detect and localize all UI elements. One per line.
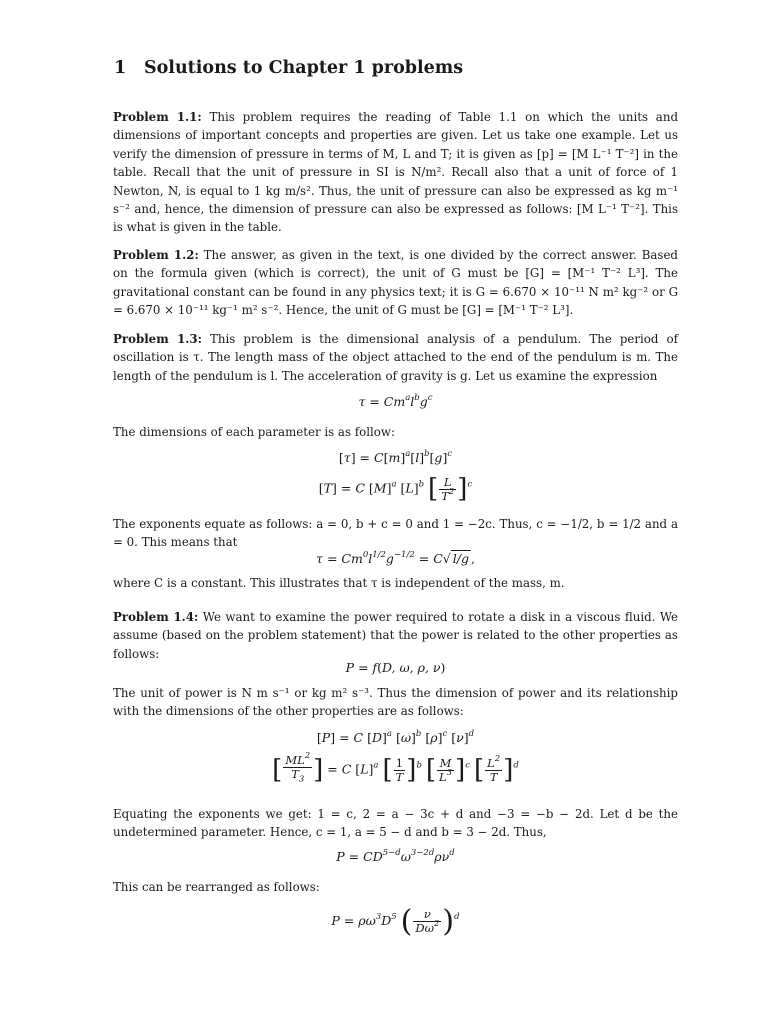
problem-text: This problem requires the reading of Table 1.1 on which the units and dimensions of important concepts and properties are given. Let us take one example. Let us verify the dimension of pressure in terms of M, L and T; it is given as [p] = [M L⁻¹ T⁻²] in the table. Recall that the unit of pressure in SI is N/m². Recall also that a unit of force of 1 Newton, N, is equal to 1 kg m/s². Thus, the unit of pressure can also be expressed as kg m⁻¹ s⁻² and, hence, the dimension of pressure can also be expressed as follows: [M L⁻¹ T⁻²]. This is what is given in the table. bbox=[113, 110, 678, 235]
problem-text: We want to examine the power required to rotate a disk in a viscous fluid. We assume (based on the problem statement) that the power is related to the other properties as follows: bbox=[113, 610, 678, 661]
exponents-text: The exponents equate as follows: a = 0, b + c = 0 and 1 = −2c. Thus, c = −1/2, b = 1/2 and a = 0. This means that bbox=[113, 517, 678, 550]
equate-text: Equating the exponents we get: 1 = c, 2 = a − 3c + d and −3 = −b − 2d. Let d be the undetermined parameter. Hence, c = 1, a = 5 − d and b = 3 − 2d. Thus, bbox=[113, 807, 678, 840]
problem-1-2 bbox=[113, 246, 678, 320]
equation-result: $\tau = Cm^0l^{1/2}g^{-1/2} = C√$ l/g , bbox=[316, 550, 475, 566]
where-text: where C is a constant. This illustrates that τ is independent of the mass, m. bbox=[113, 576, 565, 590]
equation-dims: $[\tau] = C[m]^a[l]^b[g]^c$ bbox=[338, 449, 453, 465]
problem-label: Problem 1.2: bbox=[113, 248, 199, 262]
dimensions-text: The dimensions of each parameter is as follow: bbox=[113, 425, 395, 439]
equation-dims-mlt: [T] = C $[M]^a$ $[L]^b$ [ $\frac{L}{T^2}$ ]$^c$ bbox=[318, 474, 473, 504]
problem-label: Problem 1.4: bbox=[113, 610, 199, 624]
problem-label: Problem 1.3: bbox=[113, 332, 202, 346]
problem-1-4 bbox=[113, 608, 678, 663]
equation-power-final: $P = \rho\omega^3D^5$ ( $\frac{\nu}{D\omega^2}$ )$^d$ bbox=[331, 904, 460, 939]
equation-power-dims: [P] = C $[D]^a$ $[\omega]^b$ $[\rho]^c$ $[\nu]^d$ bbox=[316, 729, 475, 745]
equation-tau: $\tau = Cm^al^bg^c$ bbox=[358, 393, 433, 409]
unit-text: The unit of power is N m s⁻¹ or kg m² s⁻³. Thus the dimension of power and its relationship with the dimensions of the other properties are as follows: bbox=[113, 686, 678, 719]
section-title: Solutions to Chapter 1 problems bbox=[144, 58, 464, 78]
equation-power-result: $P = CD^{5-d}\omega^{3-2d}\rho\nu^d$ bbox=[336, 848, 455, 864]
problem-text: The answer, as given in the text, is one divided by the correct answer. Based on the formula given (which is correct), the unit of G must be [G] = [M⁻¹ T⁻² L³]. The gravitational constant can be found in any physics text; it is G = 6.670 × 10⁻¹¹ N m² kg⁻² or G = 6.670 × 10⁻¹¹ kg⁻¹ m² s⁻². Hence, the unit of G must be [G] = [M⁻¹ T⁻² L³]. bbox=[113, 248, 678, 318]
problem-1-1 bbox=[113, 108, 678, 237]
equation-power-mlt: [ $\frac{ML^2}{T_3}$ ] = C $[L]^a$ [ $\frac{1}{T}$ ]$^b$ [ $\frac{M}{L^3}$ ]$^c$ [ $\frac{L^2}{T}$ ]$^d$ bbox=[272, 751, 519, 786]
problem-label: Problem 1.1: bbox=[113, 110, 202, 124]
equation-power: P = f(D, ω, ρ, ν) bbox=[345, 660, 446, 675]
rearrange-text: This can be rearranged as follows: bbox=[113, 880, 320, 894]
section-heading bbox=[114, 58, 463, 78]
problem-text: This problem is the dimensional analysis of a pendulum. The period of oscillation is τ. The length mass of the object attached to the end of the pendulum is m. The length of the pendulum is l. The acceleration of gravity is g. Let us examine the expression bbox=[113, 332, 678, 383]
section-number: 1 bbox=[114, 58, 127, 78]
problem-1-3 bbox=[113, 330, 678, 385]
